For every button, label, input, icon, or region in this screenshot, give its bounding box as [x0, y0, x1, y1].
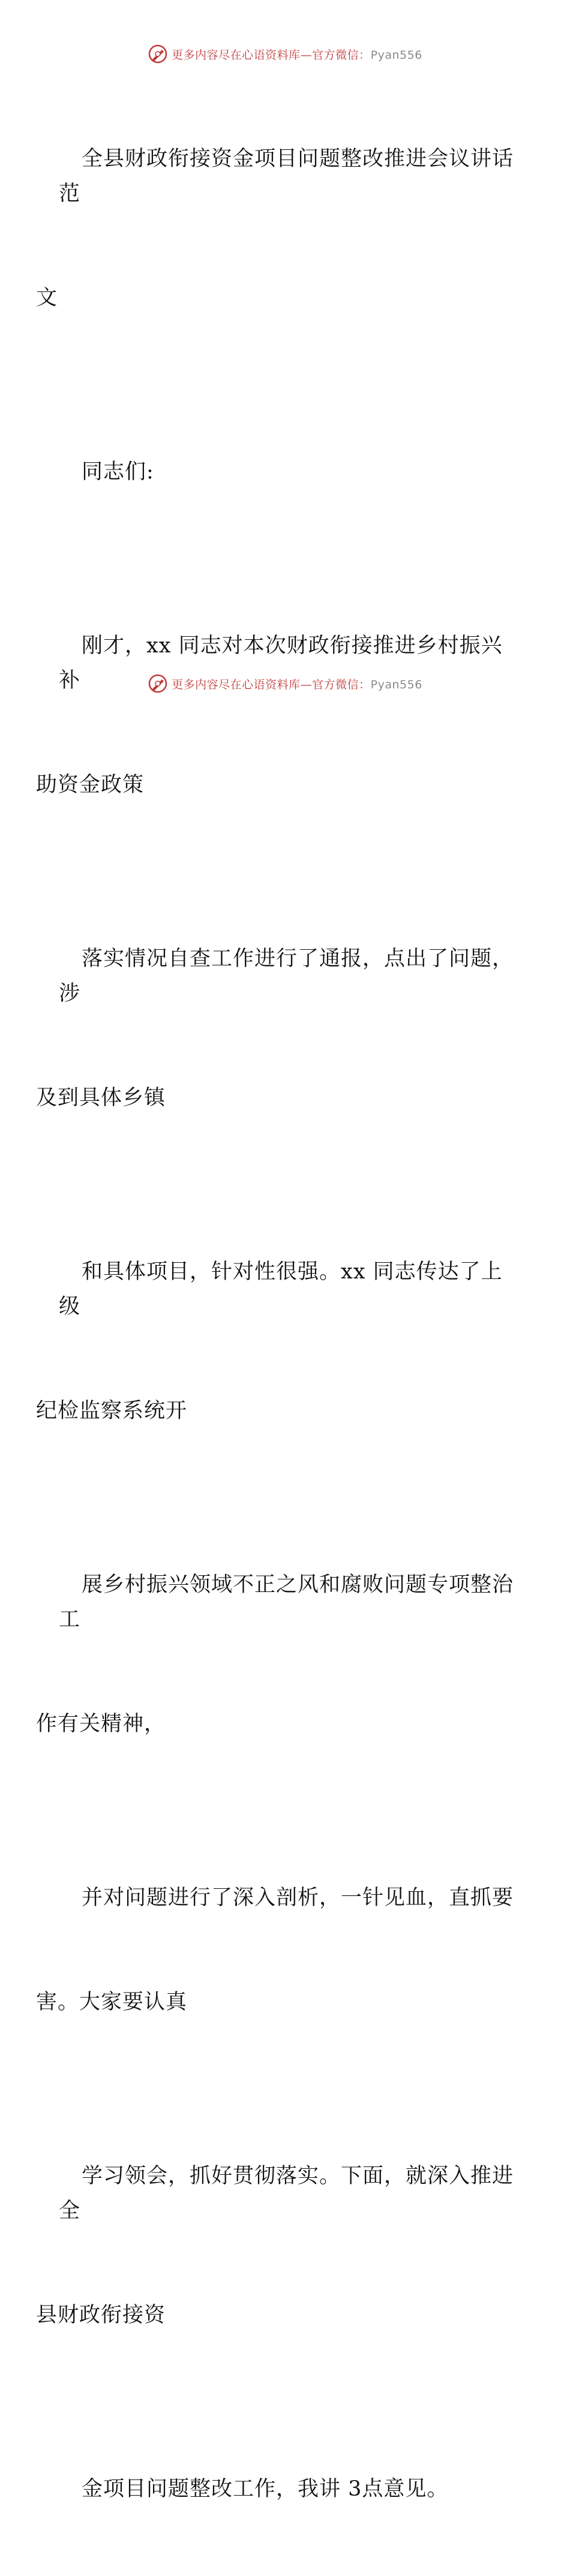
paragraph-line: 及到具体乡镇 [36, 1086, 166, 1110]
paragraph-line: 和具体项目，针对性很强。xx 同志传达了上级 [59, 1260, 503, 1319]
title-line: 全县财政衔接资金项目问题整改推进会议讲话范 [59, 147, 514, 206]
title-line: 文 [36, 286, 58, 310]
paragraph [36, 559, 515, 872]
paragraph-line: 刚才，xx 同志对本次财政衔接推进乡村振兴补 [59, 634, 503, 693]
header-watermark [0, 42, 570, 66]
paragraph-line: 展乡村振兴领域不正之风和腐败问题专项整治工 [59, 1573, 514, 1632]
paragraph-line: 金项目问题整改工作，我讲 3点意见。 [82, 2477, 449, 2501]
paragraph-line: 学习领会，抓好贯彻落实。下面，就深入推进全 [59, 2164, 514, 2223]
watermark-text: 更多内容尽在心语资料库—官方微信： [172, 48, 371, 62]
document-title [36, 72, 515, 385]
paragraph [36, 2089, 515, 2402]
salutation [59, 385, 515, 559]
paragraph [36, 1185, 515, 1498]
paragraph-line: 助资金政策 [36, 773, 145, 797]
paragraph [36, 872, 515, 1185]
paragraph-line: 并对问题进行了深入剖析，一针见血，直抓要 [82, 1886, 514, 1910]
paragraph-line: 害。大家要认真 [36, 1990, 188, 2014]
paragraph-line: 纪检监察系统开 [36, 1399, 188, 1423]
paragraph-line: 落实情况自查工作进行了通报，点出了问题，涉 [59, 947, 514, 1006]
pen-logo-icon [148, 673, 168, 694]
watermark-wechat-id: Pyan556 [370, 678, 422, 691]
paragraph-line: 作有关精神， [36, 1712, 166, 1736]
paragraph-line: 县财政衔接资 [36, 2303, 166, 2327]
paragraph [36, 1811, 515, 2089]
footer-watermark [0, 672, 570, 696]
salutation-text: 同志们: [82, 460, 154, 484]
watermark-wechat-id: Pyan556 [370, 48, 422, 62]
paragraph [59, 2402, 515, 2576]
paragraph [36, 1498, 515, 1811]
pen-logo-icon [148, 44, 168, 64]
watermark-text: 更多内容尽在心语资料库—官方微信： [172, 678, 371, 691]
document-body [36, 72, 515, 2576]
